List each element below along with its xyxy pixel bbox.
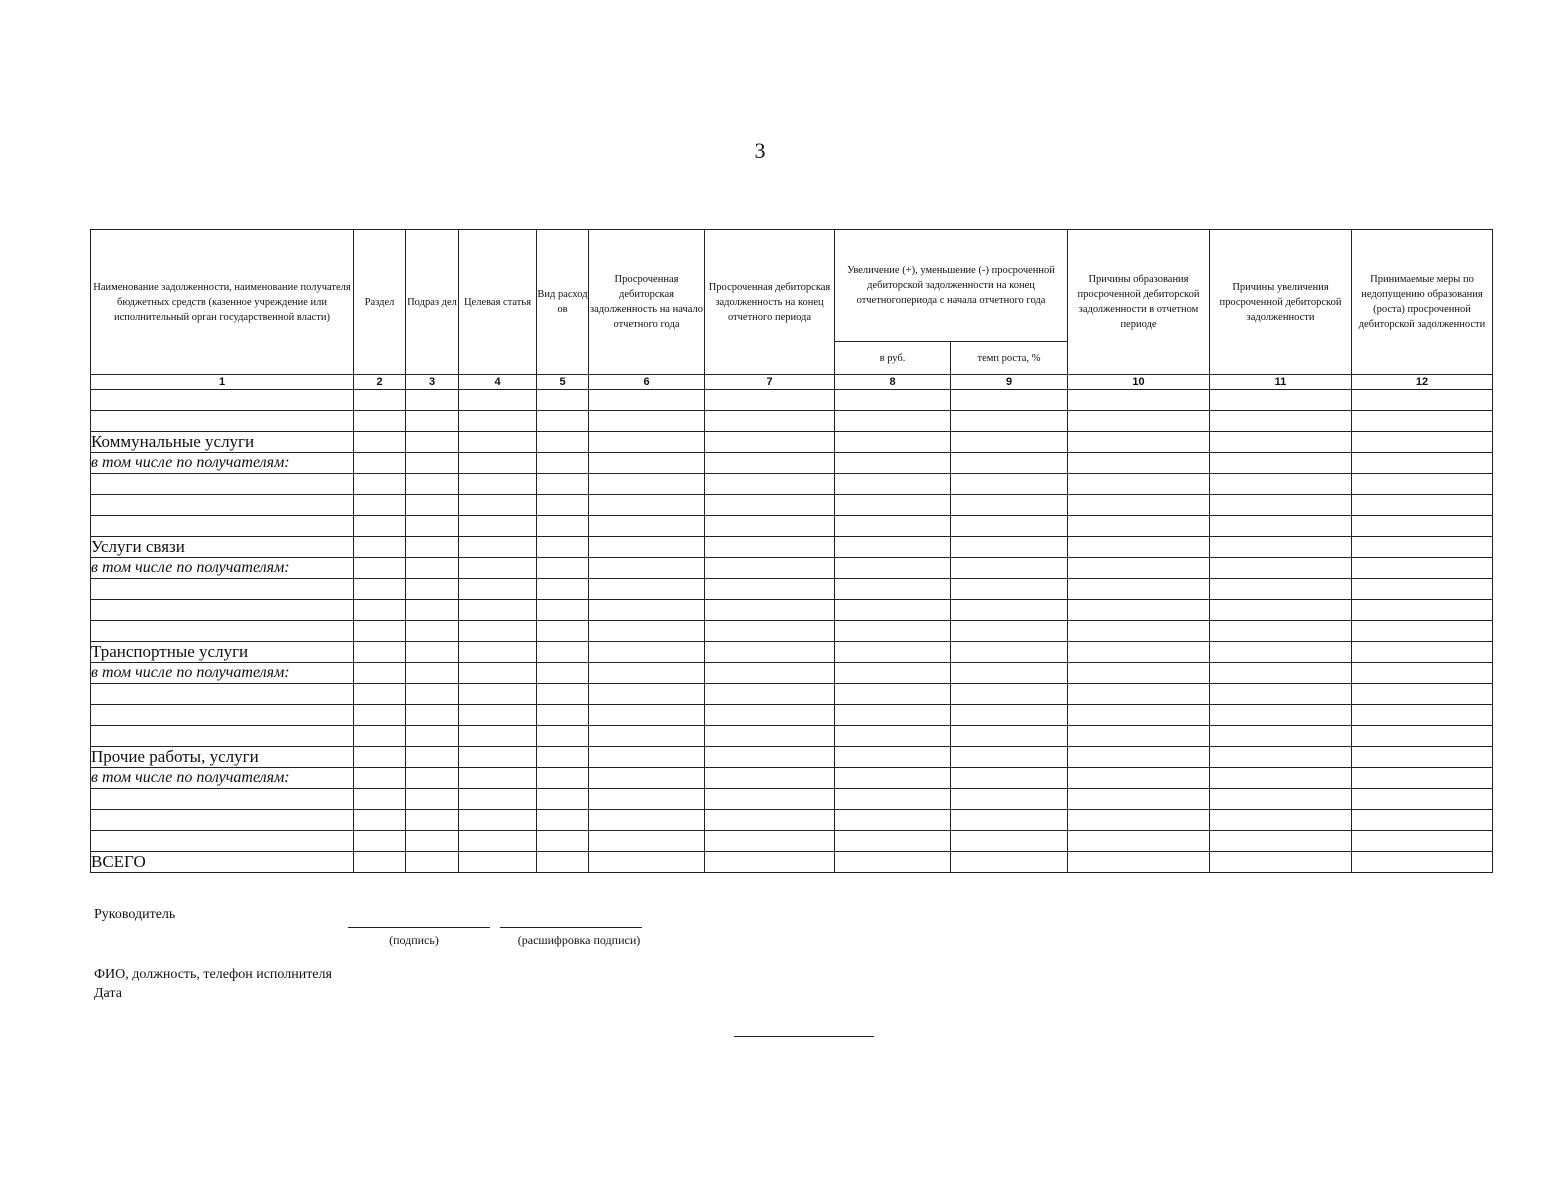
executor-label: ФИО, должность, телефон исполнителя [94, 967, 332, 982]
header-debt-name: Наименование задолженности, наименование получателя бюджетных средств (казенное учреждение или исполнительный орган государственной власти) [91, 230, 354, 375]
table-row [91, 558, 1493, 579]
table-row [91, 726, 1493, 747]
header-target-article: Целевая статья [459, 230, 537, 375]
table-row [91, 411, 1493, 432]
table-row [91, 768, 1493, 789]
table-row [91, 432, 1493, 453]
column-number: 11 [1210, 375, 1352, 390]
total-row [91, 852, 1493, 873]
table-row [91, 705, 1493, 726]
column-number: 6 [589, 375, 705, 390]
header-formation-reasons: Причины образования просроченной дебиторской задолженности в отчетном периоде [1068, 230, 1210, 375]
table-row [91, 453, 1493, 474]
header-subsection: Подраз дел [406, 230, 459, 375]
header-overdue-end: Просроченная дебиторская задолженность на конец отчетного периода [705, 230, 835, 375]
header-change-group: Увеличение (+), уменьшение (-) просроченной дебиторской задолженности на конец отчетногопериода с начала отчетного года [835, 230, 1068, 342]
table-row [91, 600, 1493, 621]
column-number: 4 [459, 375, 537, 390]
section-title-communications: Услуги связи [91, 537, 354, 558]
table-row [91, 747, 1493, 768]
date-label: Дата [94, 986, 122, 1001]
column-number: 2 [354, 375, 406, 390]
table-row [91, 516, 1493, 537]
signature-decode-caption: (расшифровка подписи) [517, 933, 641, 947]
column-number: 10 [1068, 375, 1210, 390]
table-row [91, 474, 1493, 495]
signature-caption: (подпись) [389, 933, 439, 947]
section-subtitle: в том числе по получателям: [91, 663, 354, 684]
header-section: Раздел [354, 230, 406, 375]
column-number: 7 [705, 375, 835, 390]
column-number: 9 [951, 375, 1068, 390]
header-increase-reasons: Причины увеличения просроченной дебиторской задолженности [1210, 230, 1352, 375]
page-number: 3 [754, 138, 766, 163]
table-row [91, 810, 1493, 831]
table-row [91, 831, 1493, 852]
section-title-utilities: Коммунальные услуги [91, 432, 354, 453]
bottom-separator-line [734, 1036, 874, 1037]
header-expense-type: Вид расход ов [537, 230, 589, 375]
table-row [91, 642, 1493, 663]
table-row [91, 684, 1493, 705]
table-row [91, 579, 1493, 600]
column-number: 1 [91, 375, 354, 390]
section-subtitle: в том числе по получателям: [91, 558, 354, 579]
column-number: 5 [537, 375, 589, 390]
total-label: ВСЕГО [91, 852, 354, 873]
column-number: 3 [406, 375, 459, 390]
column-number: 8 [835, 375, 951, 390]
table-row [91, 789, 1493, 810]
head-label: Руководитель [94, 907, 176, 922]
signature-decode-line [500, 927, 642, 928]
table-row [91, 537, 1493, 558]
table-row [91, 663, 1493, 684]
header-measures: Принимаемые меры по недопущению образования (роста) просроченной дебиторской задолженности [1352, 230, 1493, 375]
header-change-rub: в руб. [835, 342, 951, 375]
section-subtitle: в том числе по получателям: [91, 768, 354, 789]
header-overdue-start: Просроченная дебиторская задолженность на начало отчетного года [589, 230, 705, 375]
section-title-other-works: Прочие работы, услуги [91, 747, 354, 768]
column-number: 12 [1352, 375, 1493, 390]
table-row [91, 390, 1493, 411]
signature-line [348, 927, 490, 928]
receivables-report-table [90, 229, 1493, 873]
section-subtitle: в том числе по получателям: [91, 453, 354, 474]
table-row [91, 621, 1493, 642]
table-row [91, 495, 1493, 516]
section-title-transport: Транспортные услуги [91, 642, 354, 663]
header-growth-rate: темп роста, % [951, 342, 1068, 375]
